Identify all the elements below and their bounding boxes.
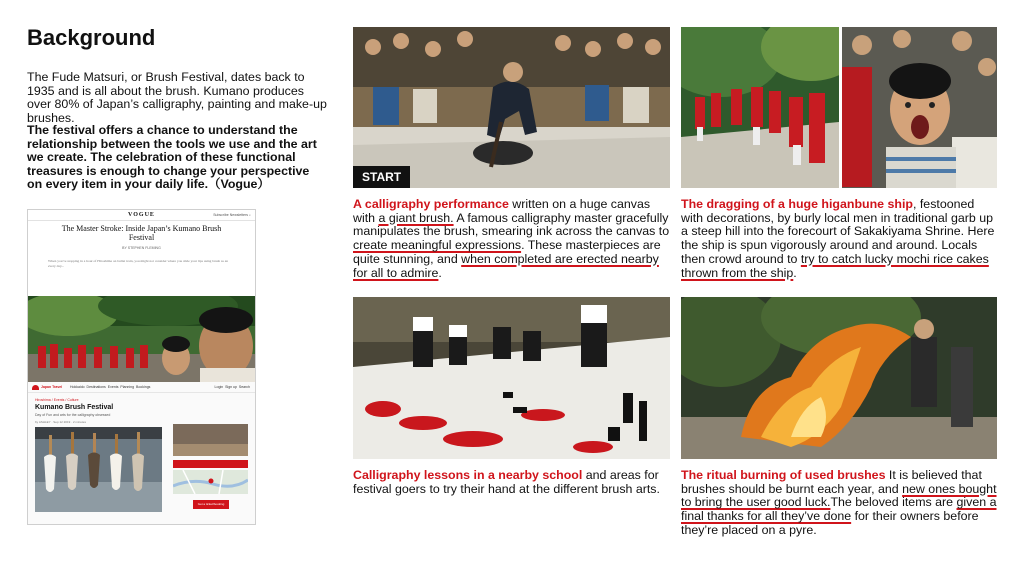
search-icon: ⌕ (249, 213, 251, 217)
article-byline: BY STEPHEN FLEMING (122, 246, 161, 250)
performance-caption-heading: A calligraphy performance (353, 197, 509, 211)
travel-nav: Hokkaido Destinations Events Planning Bookings (70, 385, 151, 389)
excited-boy-photo (842, 27, 997, 188)
ship-caption-heading: The dragging of a huge higanbune ship (681, 197, 913, 211)
intro-paragraph: The Fude Matsuri, or Brush Festival, dates back to 1935 and is all about the brush. Kumano produces over 80% of Japan’s calligraphy, painting and make-up brushes. (27, 70, 327, 125)
article-nav: Subscribe Newsletters ⌕ (213, 213, 251, 217)
brush-burning-photo (681, 297, 997, 459)
travel-logo-icon (32, 385, 39, 390)
burning-caption-heading: The ritual burning of used brushes (681, 468, 886, 482)
vogue-logo: VOGUE (128, 212, 155, 218)
lessons-caption: Calligraphy lessons in a nearby school and areas for festival goers to try their hand at the different brush arts. (353, 468, 660, 496)
festival-side-photo (173, 424, 248, 456)
brushes-photo (35, 427, 162, 512)
travel-site-name: Japan Travel (41, 385, 63, 389)
travel-account-links: Login Sign up Search (214, 385, 250, 389)
event-meta: by ASHLEY · Sep 12 2019 · 2 minutes (35, 420, 86, 424)
section-title: Background (27, 25, 156, 50)
event-title: Kumano Brush Festival (35, 404, 114, 411)
event-subtitle: Day of Fun and arts for the calligraphy obsessed (35, 413, 111, 417)
start-label: START (353, 166, 410, 188)
article-headline: The Master Stroke: Inside Japan’s Kumano Brush Festival (61, 224, 222, 242)
event-tags: Hiroshima / Events / Culture (35, 398, 79, 402)
performance-caption: A calligraphy performance written on a huge canvas with a giant brush. A famous calligraphy master gracefully manipulates the brush, smearing ink across the canvas to create meaningful expressions. These masterpieces are quite stunning, and when completed are erected nearby for all to admire. (353, 197, 670, 280)
ship-caption: The dragging of a huge higanbune ship, festooned with decorations, by burly local men in traditional garb up a steep hill into the forecourt of Sakakiyama Shrine. Here the ship is spun vigorously around and around. Locals then crowd around to try to catch lucky mochi rice cakes thrown from the ship. (681, 197, 995, 280)
ship-dragging-photo (681, 27, 839, 188)
lessons-caption-heading: Calligraphy lessons in a nearby school (353, 468, 583, 482)
vogue-quote: The festival offers a chance to understand the relationship between the tools we use and the art we create. The celebration of these functional treasures is enough to change your perspective on every item in your daily life.（Vogue） (27, 123, 317, 192)
article-thumbnail (27, 209, 256, 525)
burning-caption: The ritual burning of used brushes It is believed that brushes should be burnt each year, and new ones bought to bring the user good luck.The beloved items are given a final thanks for all they’ve done for their owners before they’re placed on a pyre. (681, 468, 997, 537)
calligraphy-performance-photo (353, 27, 670, 188)
location-bar (173, 460, 248, 468)
calligraphy-lessons-photo (353, 297, 670, 459)
ticket-button[interactable]: Get a ticket/booking (193, 500, 229, 509)
event-map (173, 470, 248, 494)
article-body: When you’re stopping in a hour of Hiroshima on bullet train, you might not consider where you slide your lips using brush as an every day... (48, 259, 229, 268)
festival-photo-thumbnail (28, 296, 255, 382)
